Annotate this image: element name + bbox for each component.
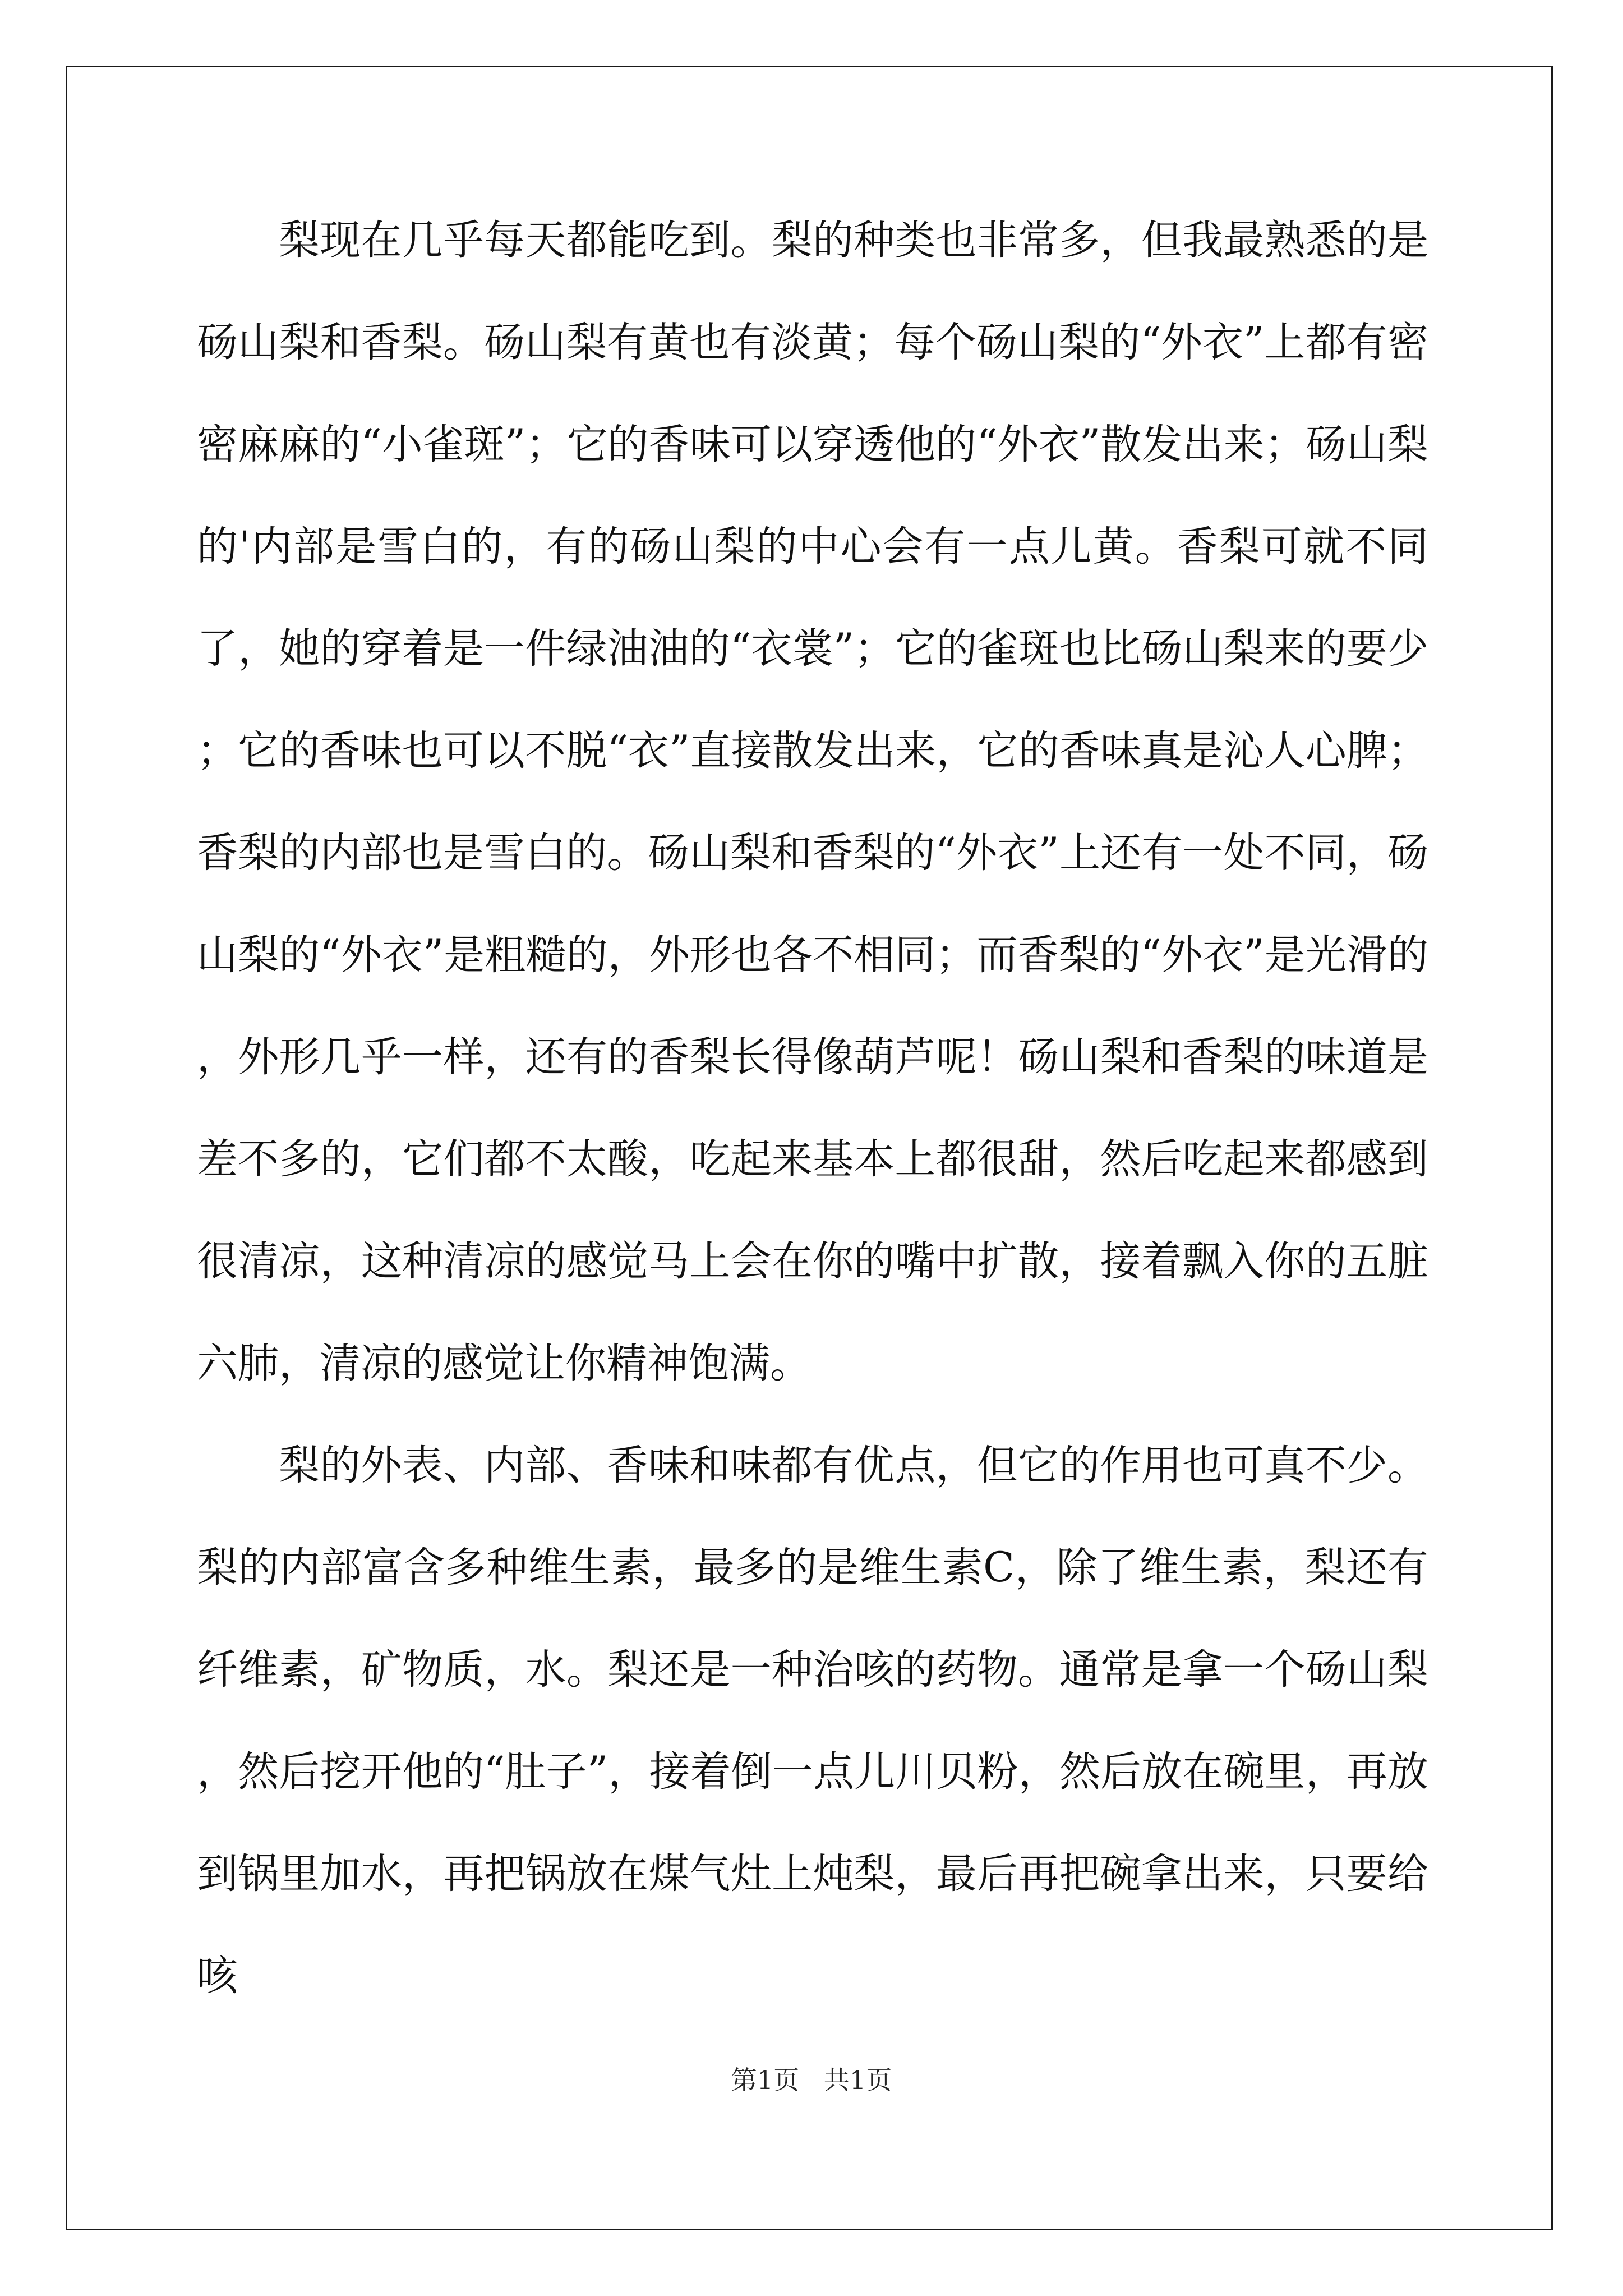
document-body [197, 190, 1428, 2027]
paragraph-1: 梨现在几乎每天都能吃到。梨的种类也非常多，但我最熟悉的是砀山梨和香梨。砀山梨有黄也有淡黄；每个砀山梨的“外衣”上都有密密麻麻的“小雀斑”；它的香味可以穿透他的“外衣”散发出来；砀山梨的'内部是雪白的，有的砀山梨的中心会有一点儿黄。香梨可就不同了，她的穿着是一件绿油油的“衣裳”；它的雀斑也比砀山梨来的要少；它的香味也可以不脱“衣”直接散发出来，它的香味真是沁人心脾；香梨的内部也是雪白的。砀山梨和香梨的“外衣”上还有一处不同，砀山梨的“外衣”是粗糙的，外形也各不相同；而香梨的“外衣”是光滑的，外形几乎一样，还有的香梨长得像葫芦呢！砀山梨和香梨的味道是差不多的，它们都不太酸，吃起来基本上都很甜，然后吃起来都感到很清凉，这种清凉的感觉马上会在你的嘴中扩散，接着飘入你的五脏六肺，清凉的感觉让你精神饱满。 [197, 217, 1428, 1387]
paragraph-2: 梨的外表、内部、香味和味都有优点，但它的作用也可真不少。梨的内部富含多种维生素，最多的是维生素C，除了维生素，梨还有纤维素，矿物质，水。梨还是一种治咳的药物。通常是拿一个砀山梨，然后挖开他的“肚子”，接着倒一点儿川贝粉，然后放在碗里，再放到锅里加水，再把锅放在煤气灶上炖梨，最后再把碗拿出来，只要给咳 [197, 1442, 1428, 2000]
page-number-footer: 第1页 共1页 [731, 2065, 892, 2095]
